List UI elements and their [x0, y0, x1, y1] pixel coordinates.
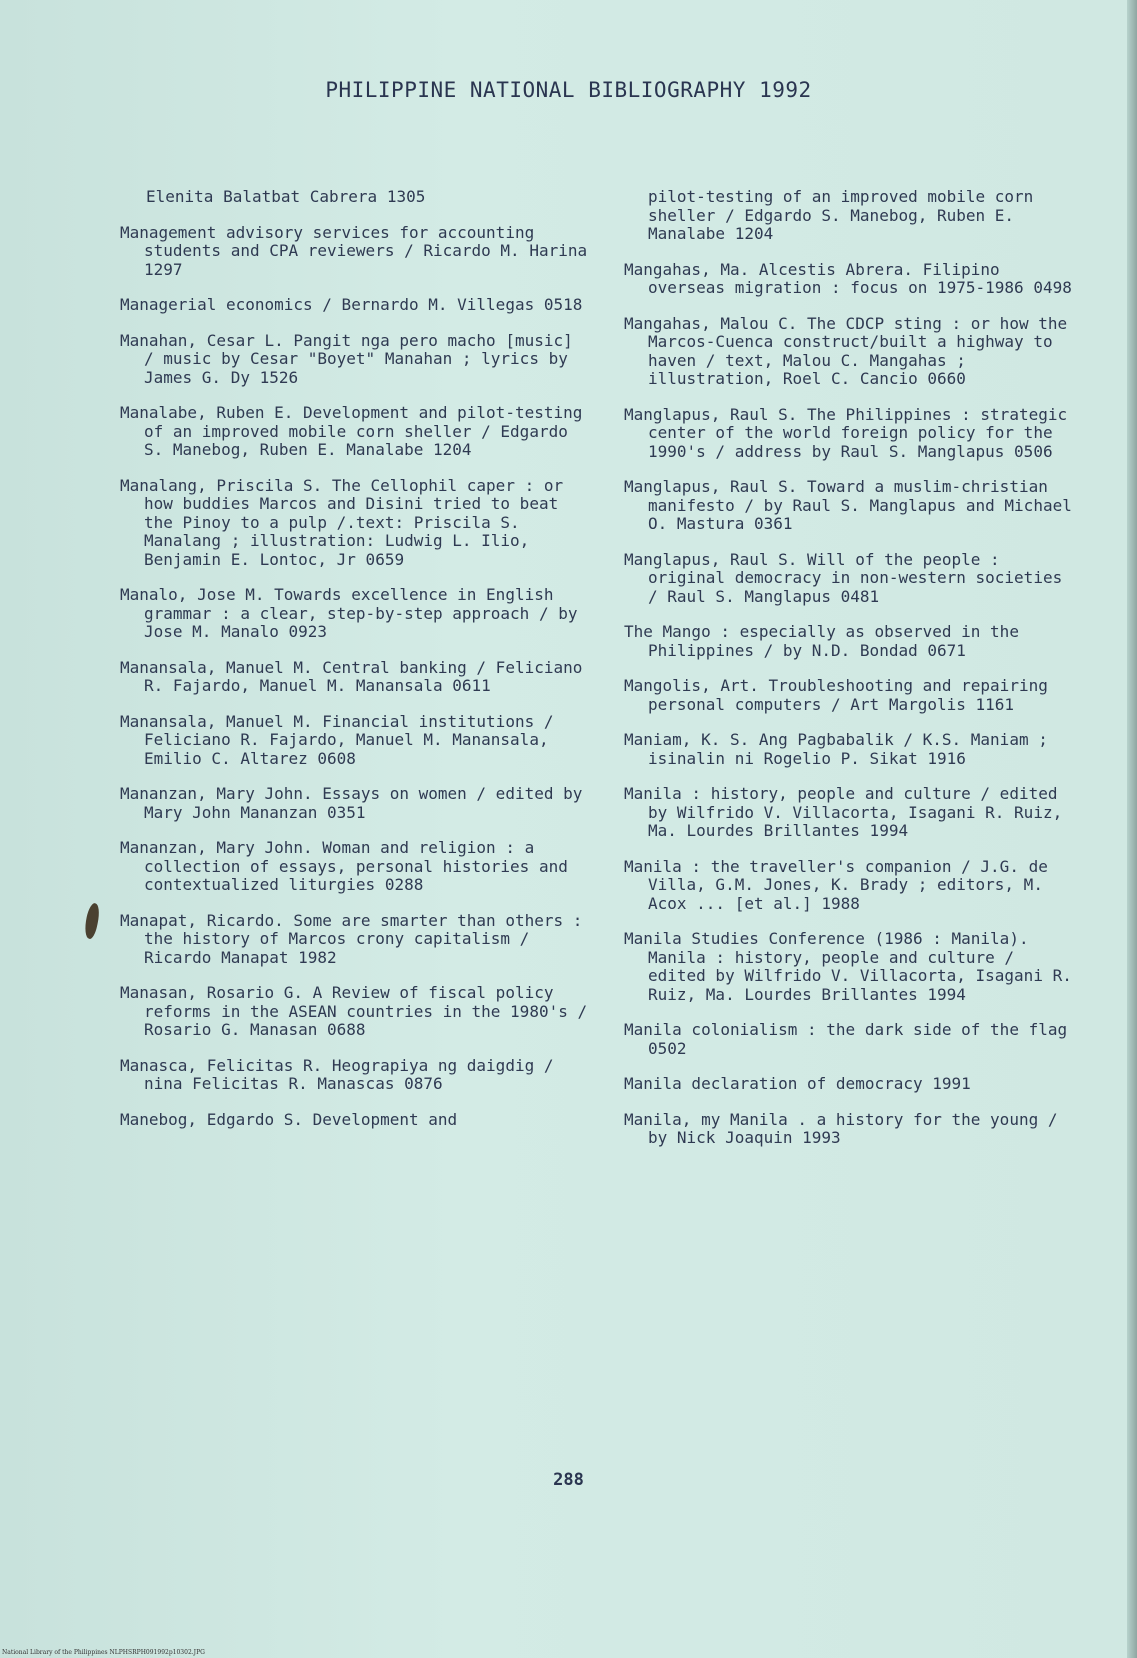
- right-column: [624, 188, 1076, 1165]
- bib-entry: Manahan, Cesar L. Pangit nga pero macho [music] / music by Cesar "Boyet" Manahan ; lyrics by James G. Dy 1526: [120, 330, 573, 387]
- bib-entry: Manglapus, Raul S. The Philippines : strategic center of the world foreign policy for the 1990's / address by Raul S. Manglapus 0506: [624, 404, 1068, 461]
- page-edge-shadow: [1127, 0, 1137, 1658]
- bib-entry: Manalang, Priscila S. The Cellophil caper : or how buddies Marcos and Disini tried to beat the Pinoy to a pulp /.text: Priscila S. Manalang ; illustration: Ludwig L. Ilio, Benjamin E. Lontoc, Jr 0659: [120, 475, 564, 569]
- bib-entry: Mananzan, Mary John. Woman and religion : a collection of essays, personal histories and contextualized liturgies 0288: [120, 838, 568, 894]
- bib-entry: Manalo, Jose M. Towards excellence in English grammar : a clear, step-by-step approach / by Jose M. Manalo 0923: [120, 585, 578, 641]
- bib-entry: Manila Studies Conference (1986 : Manila). Manila : history, people and culture / edited by Wilfrido V. Villacorta, Isagani R. Ruiz, Ma. Lourdes Brillantes 1994: [624, 929, 1072, 1004]
- bib-entry: Manila, my Manila . a history for the young / by Nick Joaquin 1993: [624, 1109, 1058, 1147]
- bib-entry: Manila colonialism : the dark side of the flag 0502: [624, 1020, 1068, 1058]
- left-column: [120, 188, 590, 1146]
- bib-entry: Mangahas, Malou C. The CDCP sting : or how the Marcos-Cuenca construct/built a highway to haven / text, Malou C. Mangahas ; illustration, Roel C. Cancio 0660: [624, 313, 1068, 388]
- bib-entry: Mangolis, Art. Troubleshooting and repairing personal computers / Art Margolis 1161: [624, 676, 1048, 714]
- bib-entry: Manila : history, people and culture / edited by Wilfrido V. Villacorta, Isagani R. Ruiz, Ma. Lourdes Brillantes 1994: [624, 784, 1063, 840]
- page-number: 288: [553, 1470, 584, 1490]
- bib-entry: Elenita Balatbat Cabrera 1305: [146, 187, 426, 206]
- bib-entry: Manapat, Ricardo. Some are smarter than others : the history of Marcos crony capitalism / Ricardo Manapat 1982: [120, 910, 583, 967]
- bib-entry: Manila declaration of democracy 1991: [624, 1074, 971, 1093]
- bib-entry: Manglapus, Raul S. Will of the people : original democracy in non-western societies / Raul S. Manglapus 0481: [624, 549, 1063, 606]
- bib-entry: Managerial economics / Bernardo M. Villegas 0518: [120, 295, 583, 314]
- ink-blot: [82, 902, 101, 940]
- bib-entry: Manasca, Felicitas R. Heograpiya ng daigdig / nina Felicitas R. Manascas 0876: [120, 1055, 554, 1093]
- bib-entry: Manasan, Rosario G. A Review of fiscal policy reforms in the ASEAN countries in the 1980's / Rosario G. Manasan 0688: [120, 983, 588, 1039]
- bib-entry: Manebog, Edgardo S. Development and: [120, 1109, 458, 1129]
- bib-entry: The Mango : especially as observed in the Philippines / by N.D. Bondad 0671: [624, 622, 1019, 660]
- page-title: PHILIPPINE NATIONAL BIBLIOGRAPHY 1992: [325, 78, 812, 102]
- bib-entry: Management advisory services for accounting students and CPA reviewers / Ricardo M. Harina 1297: [120, 222, 588, 279]
- bib-entry: Mananzan, Mary John. Essays on women / edited by Mary John Mananzan 0351: [120, 784, 583, 822]
- bib-entry: Mangahas, Ma. Alcestis Abrera. Filipino overseas migration : focus on 1975-1986 0498: [624, 259, 1072, 297]
- bib-entry: Manglapus, Raul S. Toward a muslim-christian manifesto / by Raul S. Manglapus and Michael O. Mastura 0361: [624, 477, 1072, 533]
- bib-entry: Maniam, K. S. Ang Pagbabalik / K.S. Maniam ; isinalin ni Rogelio P. Sikat 1916: [624, 730, 1048, 768]
- bib-entry-continued: pilot-testing of an improved mobile corn sheller / Edgardo S. Manebog, Ruben E. Manalabe 1204: [648, 187, 1034, 243]
- scan-footer-caption: National Library of the Philippines NLPHSRPH091992p10302.JPG: [2, 1649, 205, 1656]
- bib-entry: Manila : the traveller's companion / J.G. de Villa, G.M. Jones, K. Brady ; editors, M. Acox ... [et al.] 1988: [624, 856, 1048, 913]
- bib-entry: Manansala, Manuel M. Financial institutions / Feliciano R. Fajardo, Manuel M. Manansala, Emilio C. Altarez 0608: [120, 711, 554, 768]
- bib-entry: Manansala, Manuel M. Central banking / Feliciano R. Fajardo, Manuel M. Manansala 0611: [120, 657, 583, 695]
- bib-entry: Manalabe, Ruben E. Development and pilot-testing of an improved mobile corn sheller / Edgardo S. Manebog, Ruben E. Manalabe 1204: [120, 403, 583, 459]
